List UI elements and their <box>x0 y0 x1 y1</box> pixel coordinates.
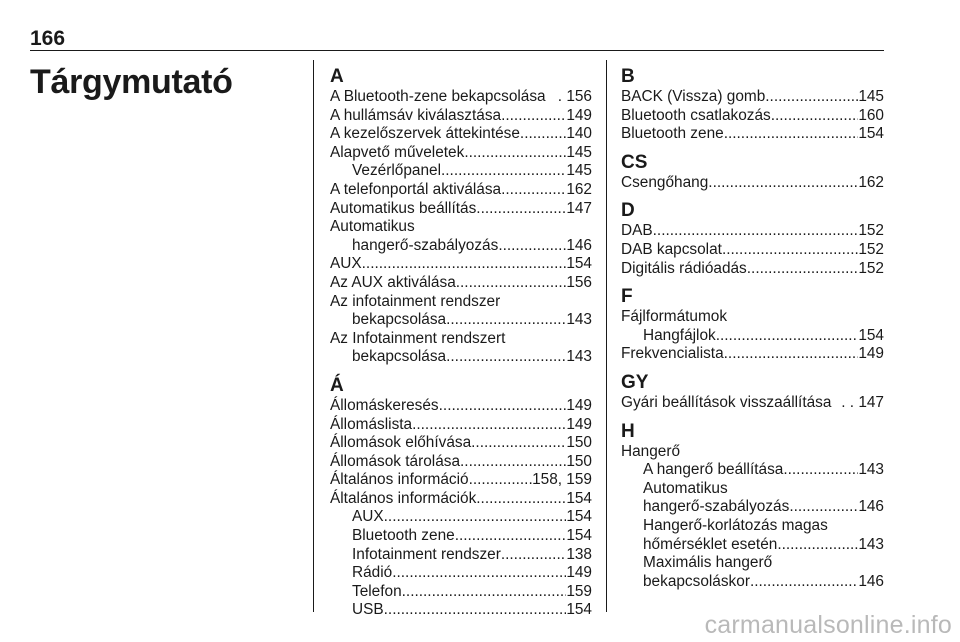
index-entry[interactable] <box>621 241 884 260</box>
entry-text: Fájlformátumok <box>621 308 728 326</box>
entry-page: 152 <box>858 259 884 277</box>
entry-text: Infotainment rendszer <box>352 545 501 563</box>
dot-leader <box>520 125 566 144</box>
dot-leader <box>446 348 566 367</box>
index-entry[interactable] <box>330 601 592 620</box>
entry-page: 159 <box>566 582 592 600</box>
dot-leader <box>460 453 566 472</box>
index-entry[interactable] <box>621 327 884 346</box>
header-rule <box>30 50 884 51</box>
index-entry[interactable] <box>330 274 592 293</box>
entry-page: 162 <box>858 173 884 191</box>
index-section <box>330 66 592 367</box>
entry-text: Az Infotainment rendszert <box>330 329 506 347</box>
index-section <box>621 421 884 592</box>
dot-leader <box>728 480 884 499</box>
entry-text: Hangerő-korlátozás magas <box>643 516 828 534</box>
index-entry[interactable] <box>330 162 592 181</box>
index-entry[interactable] <box>330 293 592 312</box>
dot-leader <box>500 293 592 312</box>
index-entry[interactable] <box>330 416 592 435</box>
index-entry[interactable] <box>621 573 884 592</box>
dot-leader <box>476 200 566 219</box>
index-entry[interactable] <box>621 345 884 364</box>
entry-text: bekapcsoláskor <box>643 572 750 590</box>
dot-leader <box>747 260 859 279</box>
entry-page: 143 <box>566 348 592 366</box>
entry-text: Maximális hangerő <box>643 554 773 572</box>
entry-page: 146 <box>858 572 884 590</box>
entry-text: Állomáslista <box>330 415 413 433</box>
dot-leader <box>724 125 859 144</box>
index-entry[interactable] <box>621 260 884 279</box>
index-section <box>621 66 884 144</box>
section-letter: F <box>621 286 633 308</box>
entry-text: A hangerő beállítása <box>643 461 784 479</box>
entry-page: 146 <box>566 236 592 254</box>
column-divider-left <box>313 60 314 612</box>
entry-page: 138 <box>566 545 592 563</box>
entry-page: 149 <box>566 106 592 124</box>
index-entry[interactable] <box>621 498 884 517</box>
dot-leader <box>498 237 566 256</box>
entry-text: Csengőhang <box>621 173 709 191</box>
entry-text: USB <box>352 601 384 619</box>
entry-page: 162 <box>566 180 592 198</box>
dot-leader <box>456 274 567 293</box>
entry-page: 150 <box>566 434 592 452</box>
index-entry[interactable] <box>330 125 592 144</box>
entry-text: Állomások előhívása <box>330 434 472 452</box>
index-entry[interactable] <box>330 88 592 107</box>
index-entry[interactable] <box>621 517 884 536</box>
entry-text: hangerő-szabályozás <box>352 236 499 254</box>
index-entry[interactable] <box>330 348 592 367</box>
index-entry[interactable] <box>330 200 592 219</box>
section-letter: B <box>621 66 635 87</box>
entry-text: Vezérlőpanel <box>352 162 441 180</box>
index-entry[interactable] <box>330 107 592 126</box>
entry-page: 145 <box>566 162 592 180</box>
dot-leader <box>476 490 566 509</box>
entry-page: 145 <box>566 143 592 161</box>
entry-page: 154 <box>566 255 592 273</box>
dot-leader <box>412 416 566 435</box>
dot-leader <box>415 218 592 237</box>
entry-page: 154 <box>858 326 884 344</box>
dot-leader <box>783 461 858 480</box>
index-section <box>621 152 884 193</box>
entry-page: 149 <box>566 396 592 414</box>
dot-leader <box>750 573 858 592</box>
index-column-2 <box>621 66 884 591</box>
entry-text: A Bluetooth-zene bekapcsolása <box>330 88 546 105</box>
entry-text: hőmérséklet esetén <box>643 535 778 553</box>
index-entry[interactable] <box>621 88 884 107</box>
entry-text: Az infotainment rendszer <box>330 292 501 310</box>
dot-leader <box>439 397 567 416</box>
dot-leader <box>501 546 566 565</box>
entry-text: hangerő-szabályozás <box>643 498 790 516</box>
entry-text: Általános információ <box>330 471 469 489</box>
entry-text: Hangerő <box>621 442 681 460</box>
entry-text: BACK (Vissza) gomb <box>621 88 766 105</box>
index-entry[interactable] <box>330 397 592 416</box>
entry-text: DAB <box>621 222 653 240</box>
entry-page: 160 <box>858 106 884 124</box>
dot-leader <box>727 308 884 327</box>
index-entry[interactable] <box>330 508 592 527</box>
entry-text: AUX <box>330 255 362 273</box>
entry-page: 146 <box>858 498 884 516</box>
page-number: 166 <box>30 27 66 50</box>
index-entry[interactable] <box>330 453 592 472</box>
dot-leader <box>471 434 566 453</box>
dot-leader: . <box>557 88 567 105</box>
index-entry[interactable] <box>330 434 592 453</box>
entry-page: 143 <box>858 461 884 479</box>
dot-leader <box>772 554 884 573</box>
dot-leader <box>501 107 566 126</box>
dot-leader <box>716 327 859 346</box>
entry-text: DAB kapcsolat <box>621 240 722 258</box>
index-entry[interactable] <box>621 536 884 555</box>
entry-page: 145 <box>858 88 884 105</box>
dot-leader <box>501 181 566 200</box>
entry-text: Digitális rádióadás <box>621 259 747 277</box>
entry-page: 156 <box>566 88 592 105</box>
section-letter: D <box>621 200 635 222</box>
index-entry[interactable] <box>621 222 884 241</box>
dot-leader <box>653 222 859 241</box>
index-entry[interactable] <box>621 174 884 193</box>
index-entry[interactable] <box>330 583 592 602</box>
index-entry[interactable] <box>330 546 592 565</box>
entry-text: Automatikus <box>330 218 415 236</box>
entry-text: bekapcsolása <box>352 348 447 366</box>
index-entry[interactable] <box>330 527 592 546</box>
entry-text: Gyári beállítások visszaállítása <box>621 393 832 411</box>
dot-leader <box>446 311 566 330</box>
section-letter: GY <box>621 371 649 393</box>
entry-page: 152 <box>858 240 884 258</box>
entry-page: 158, 159 <box>532 471 592 489</box>
entry-text: A telefonportál aktiválása <box>330 180 502 198</box>
entry-page: 147 <box>858 393 884 411</box>
entry-text: Állomások tárolása <box>330 452 461 470</box>
dot-leader <box>708 174 858 193</box>
index-section <box>330 375 592 620</box>
page-title: Tárgymutató <box>30 63 233 101</box>
dot-leader <box>789 498 858 517</box>
index-entry[interactable] <box>330 490 592 509</box>
index-entry[interactable] <box>621 461 884 480</box>
index-section <box>621 372 884 413</box>
index-entry[interactable] <box>621 443 884 462</box>
index-entry[interactable] <box>330 144 592 163</box>
dot-leader <box>455 527 567 546</box>
entry-page: 143 <box>858 535 884 553</box>
entry-text: Alapvető műveletek <box>330 143 465 161</box>
index-entry[interactable] <box>330 218 592 237</box>
entry-text: Bluetooth csatlakozás <box>621 106 771 124</box>
entry-page: 154 <box>566 527 592 545</box>
entry-page: 140 <box>566 125 592 143</box>
index-section <box>621 286 884 364</box>
entry-text: Az AUX aktiválása <box>330 273 456 291</box>
entry-text: Általános információk <box>330 489 477 507</box>
column-divider-right <box>606 60 607 612</box>
entry-text: Rádió <box>352 564 393 582</box>
dot-leader: . . <box>841 393 859 411</box>
index-entry[interactable] <box>330 255 592 274</box>
dot-leader <box>771 107 859 126</box>
entry-text: Telefon <box>352 582 402 600</box>
dot-leader <box>724 345 859 364</box>
entry-page: 154 <box>566 489 592 507</box>
index-entry[interactable] <box>621 480 884 499</box>
entry-page: 156 <box>566 273 592 291</box>
entry-page: 147 <box>566 199 592 217</box>
entry-text: Bluetooth zene <box>352 527 455 545</box>
dot-leader <box>441 162 566 181</box>
entry-text: bekapcsolása <box>352 311 447 329</box>
entry-text: Automatikus <box>643 479 728 497</box>
index-entry[interactable] <box>330 181 592 200</box>
entry-page: 154 <box>566 508 592 526</box>
index-entry[interactable] <box>330 471 592 490</box>
entry-text: A kezelőszervek áttekintése <box>330 125 520 143</box>
index-entry[interactable] <box>621 394 884 413</box>
entry-text: Hangfájlok <box>643 326 716 344</box>
watermark: carmanualsonline.info <box>704 611 952 639</box>
index-entry[interactable] <box>330 564 592 583</box>
index-entry[interactable] <box>621 125 884 144</box>
entry-text: Automatikus beállítás <box>330 199 477 217</box>
index-entry[interactable] <box>621 308 884 327</box>
section-letter: Á <box>330 374 344 396</box>
entry-page: 152 <box>858 222 884 240</box>
index-section <box>621 200 884 278</box>
dot-leader <box>765 88 858 107</box>
entry-page: 143 <box>566 311 592 329</box>
dot-leader <box>464 144 566 163</box>
dot-leader <box>362 255 567 274</box>
index-column-1 <box>330 66 592 620</box>
dot-leader <box>505 330 592 349</box>
entry-page: 149 <box>566 564 592 582</box>
entry-page: 154 <box>858 125 884 143</box>
dot-leader <box>680 443 884 462</box>
section-letter: H <box>621 420 635 442</box>
entry-page: 154 <box>566 601 592 619</box>
entry-text: A hullámsáv kiválasztása <box>330 106 502 124</box>
section-letter: A <box>330 66 344 87</box>
index-entry[interactable] <box>621 107 884 126</box>
entry-text: Bluetooth zene <box>621 125 724 143</box>
dot-leader <box>777 536 858 555</box>
section-letter: CS <box>621 151 648 173</box>
dot-leader <box>469 471 532 490</box>
index-entry[interactable] <box>330 330 592 349</box>
dot-leader <box>384 601 567 620</box>
entry-page: 149 <box>858 345 884 363</box>
dot-leader <box>384 508 567 527</box>
index-entry[interactable] <box>621 554 884 573</box>
dot-leader <box>722 241 858 260</box>
dot-leader <box>392 564 566 583</box>
dot-leader <box>828 517 884 536</box>
index-entry[interactable] <box>330 237 592 256</box>
index-entry[interactable] <box>330 311 592 330</box>
entry-text: Állomáskeresés <box>330 396 439 414</box>
entry-page: 149 <box>566 415 592 433</box>
dot-leader <box>402 583 567 602</box>
entry-text: AUX <box>352 508 384 526</box>
entry-page: 150 <box>566 452 592 470</box>
entry-text: Frekvencialista <box>621 345 724 363</box>
